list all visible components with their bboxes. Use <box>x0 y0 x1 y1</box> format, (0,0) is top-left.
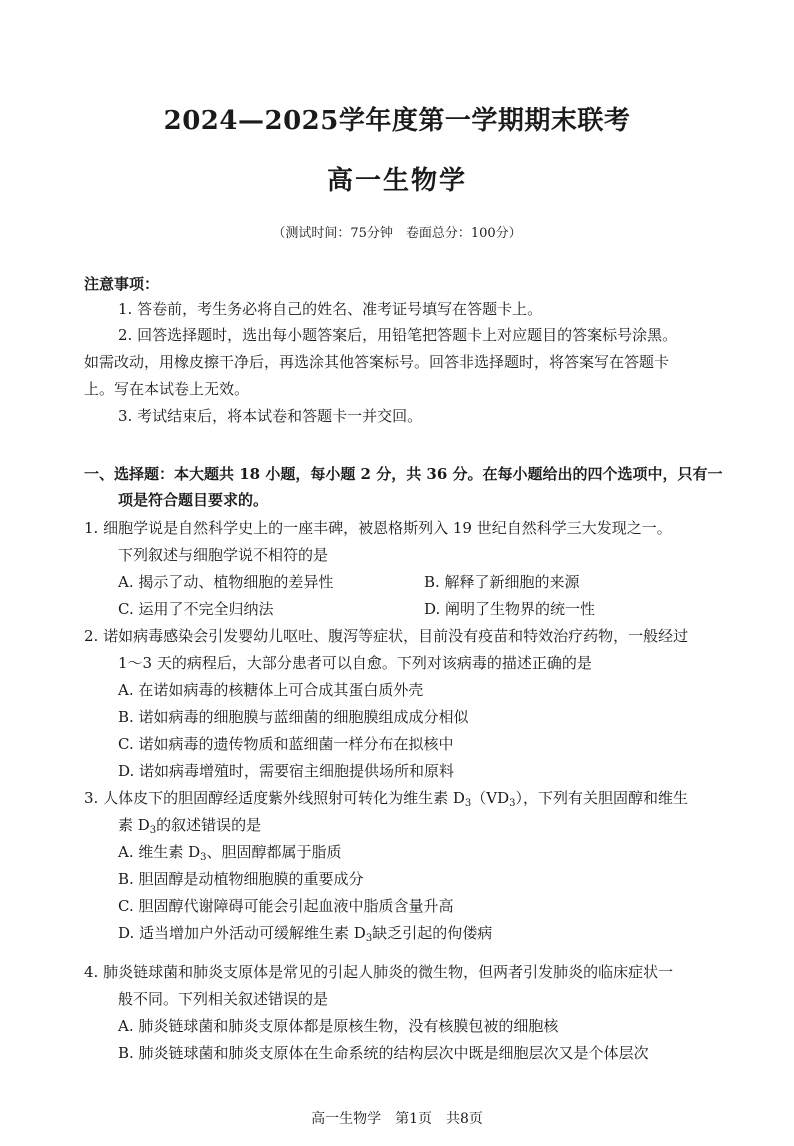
q3-option-a: A. 维生素 $D_3$、胆固醇都属于脂质 <box>118 843 342 863</box>
q1-option-c: C. 运用了不完全归纳法 <box>118 600 274 618</box>
section-1-heading-line-1: 一、选择题：本大题共 18 小题，每小题 2 分，共 36 分。在每小题给出的四个选项中，只有一 <box>84 465 723 483</box>
exam-info: （测试时间：75分钟 卷面总分：100分） <box>272 226 522 241</box>
notice-item-2-line-3: 上。写在本试卷上无效。 <box>84 380 250 398</box>
q3-option-c: C. 胆固醇代谢障碍可能会引起血液中脂质含量升高 <box>118 897 454 915</box>
q1-stem-line-1: 1. 细胞学说是自然科学史上的一座丰碑，被恩格斯列入 19 世纪自然科学三大发现之一。 <box>84 519 672 537</box>
q3-option-d: D. 适当增加户外活动可缓解维生素 $D_3$缺乏引起的佝偻病 <box>118 924 493 944</box>
exam-subject: 高一生物学 <box>326 166 467 196</box>
notice-item-2-line-2: 如需改动，用橡皮擦干净后，再选涂其他答案标号。回答非选择题时，将答案写在答题卡 <box>84 353 670 371</box>
notice-item-1: 1. 答卷前，考生务必将自己的姓名、准考证号填写在答题卡上。 <box>118 300 543 318</box>
q2-option-d: D. 诺如病毒增殖时，需要宿主细胞提供场所和原料 <box>118 762 455 780</box>
exam-title: 2024—2025学年度第一学期期末联考 <box>163 106 631 136</box>
q1-stem-line-2: 下列叙述与细胞学说不相符的是 <box>118 546 329 564</box>
q2-option-a: A. 在诺如病毒的核糖体上可合成其蛋白质外壳 <box>118 681 424 699</box>
page-footer: 高一生物学 第1页 共8页 <box>311 1111 483 1127</box>
q3-option-b: B. 胆固醇是动植物细胞膜的重要成分 <box>118 870 364 888</box>
q1-option-b: B. 解释了新细胞的来源 <box>424 573 580 591</box>
notice-item-3: 3. 考试结束后，将本试卷和答题卡一并交回。 <box>118 407 423 425</box>
q3-stem-line-1: 3. 人体皮下的胆固醇经适度紫外线照射可转化为维生素 $D_3(VD_3)$，下列有关胆固醇和维生 <box>84 789 689 809</box>
q4-option-a: A. 肺炎链球菌和肺炎支原体都是原核生物，没有核膜包被的细胞核 <box>118 1017 559 1035</box>
q2-option-b: B. 诺如病毒的细胞膜与蓝细菌的细胞膜组成成分相似 <box>118 708 469 726</box>
q4-stem-line-2: 般不同。下列相关叙述错误的是 <box>118 990 329 1008</box>
section-1-heading-line-2: 项是符合题目要求的。 <box>118 491 269 509</box>
notice-item-2-line-1: 2. 回答选择题时，选出每小题答案后，用铅笔把答题卡上对应题目的答案标号涂黑。 <box>118 326 678 344</box>
q1-option-a: A. 揭示了动、植物细胞的差异性 <box>118 573 334 591</box>
q2-option-c: C. 诺如病毒的遗传物质和蓝细菌一样分布在拟核中 <box>118 735 454 753</box>
q4-option-b: B. 肺炎链球菌和肺炎支原体在生命系统的结构层次中既是细胞层次又是个体层次 <box>118 1044 649 1062</box>
q4-stem-line-1: 4. 肺炎链球菌和肺炎支原体是常见的引起人肺炎的微生物，但两者引发肺炎的临床症状一 <box>84 963 674 981</box>
q1-option-d: D. 阐明了生物界的统一性 <box>424 600 596 618</box>
notice-heading: 注意事项： <box>84 275 160 293</box>
q3-stem-line-2: 素 $D_3$的叙述错误的是 <box>118 816 262 836</box>
q2-stem-line-2: 1～3 天的病程后，大部分患者可以自愈。下列对该病毒的描述正确的是 <box>118 654 592 672</box>
q2-stem-line-1: 2. 诺如病毒感染会引发婴幼儿呕吐、腹泻等症状，目前没有疫苗和特效治疗药物，一般经过 <box>84 627 689 645</box>
